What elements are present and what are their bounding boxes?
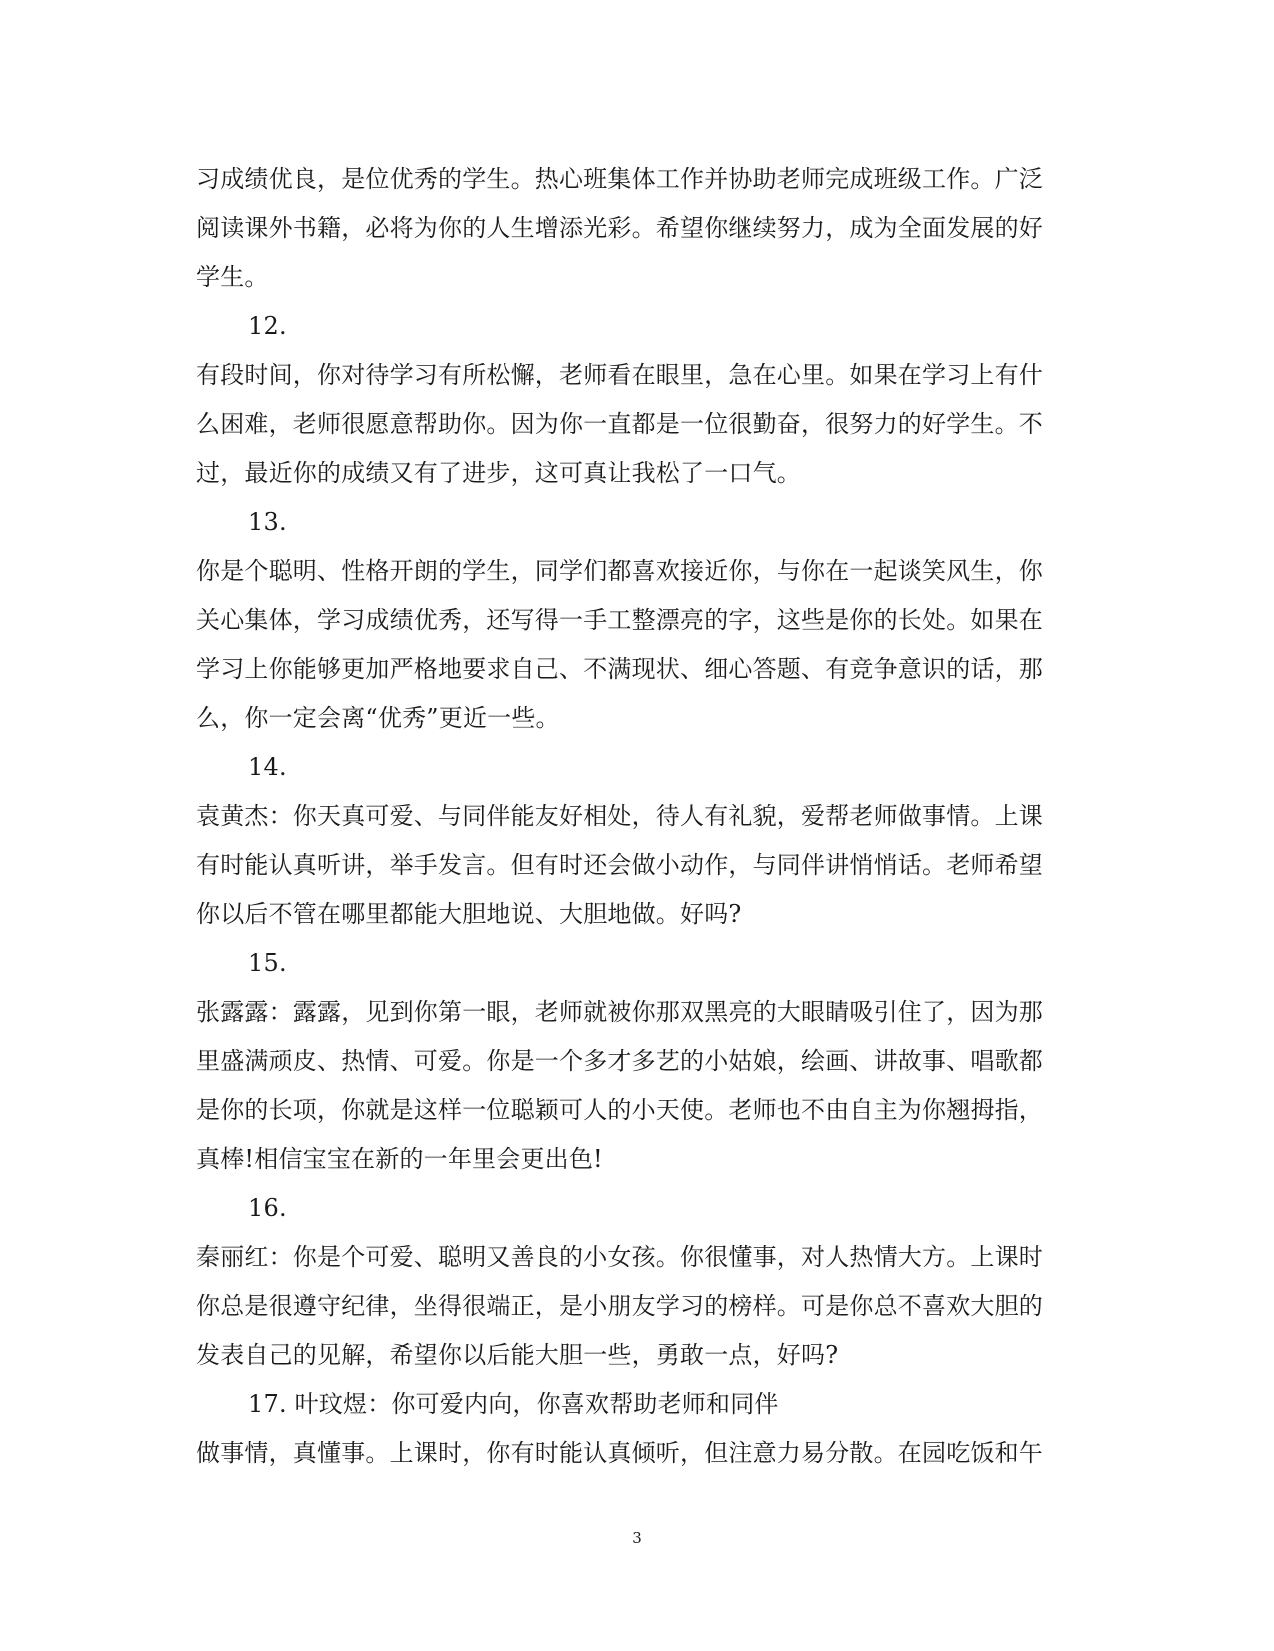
body-line: 是你的长项，你就是这样一位聪颖可人的小天使。老师也不由自主为你翘拇指， [196,1096,1043,1124]
page-body [196,155,1076,1478]
body-line: 袁黄杰：你天真可爱、与同伴能友好相处，待人有礼貌，爱帮老师做事情。上课 [196,802,1043,830]
item-number: 16. [248,1194,287,1222]
body-line: 你以后不管在哪里都能大胆地说、大胆地做。好吗? [196,900,742,928]
body-line: 有段时间，你对待学习有所松懈，老师看在眼里，急在心里。如果在学习上有什 [196,361,1043,389]
body-line: 你是个聪明、性格开朗的学生，同学们都喜欢接近你，与你在一起谈笑风生，你 [196,557,1043,585]
body-line: 学习上你能够更加严格地要求自己、不满现状、细心答题、有竞争意识的话，那 [196,655,1043,683]
body-line: 学生。 [196,263,269,291]
body-line: 秦丽红：你是个可爱、聪明又善良的小女孩。你很懂事，对人热情大方。上课时 [196,1243,1043,1271]
body-line: 么困难，老师很愿意帮助你。因为你一直都是一位很勤奋，很努力的好学生。不 [196,410,1043,438]
body-line: 真棒!相信宝宝在新的一年里会更出色! [196,1145,603,1173]
page-number: 3 [632,1529,642,1547]
item-number: 15. [248,949,287,977]
body-line: 里盛满顽皮、热情、可爱。你是一个多才多艺的小姑娘，绘画、讲故事、唱歌都 [196,1047,1043,1075]
item-number: 12. [248,312,287,340]
item-number-with-text: 17. 叶玟煜：你可爱内向，你喜欢帮助老师和同伴 [248,1390,779,1418]
body-line: 做事情，真懂事。上课时，你有时能认真倾听，但注意力易分散。在园吃饭和午 [196,1439,1043,1467]
body-line: 习成绩优良，是位优秀的学生。热心班集体工作并协助老师完成班级工作。广泛 [196,165,1043,193]
body-line: 关心集体，学习成绩优秀，还写得一手工整漂亮的字，这些是你的长处。如果在 [196,606,1043,634]
body-line: 过，最近你的成绩又有了进步，这可真让我松了一口气。 [196,459,801,487]
body-line: 你总是很遵守纪律，坐得很端正，是小朋友学习的榜样。可是你总不喜欢大胆的 [196,1292,1043,1320]
body-line: 张露露：露露，见到你第一眼，老师就被你那双黑亮的大眼睛吸引住了，因为那 [196,998,1043,1026]
body-line: 么，你一定会离“优秀”更近一些。 [196,704,560,732]
body-line: 发表自己的见解，希望你以后能大胆一些，勇敢一点，好吗? [196,1341,839,1369]
body-line: 阅读课外书籍，必将为你的人生增添光彩。希望你继续努力，成为全面发展的好 [196,214,1043,242]
item-number: 13. [248,508,287,536]
item-number: 14. [248,753,287,781]
body-line: 有时能认真听讲，举手发言。但有时还会做小动作，与同伴讲悄悄话。老师希望 [196,851,1043,879]
